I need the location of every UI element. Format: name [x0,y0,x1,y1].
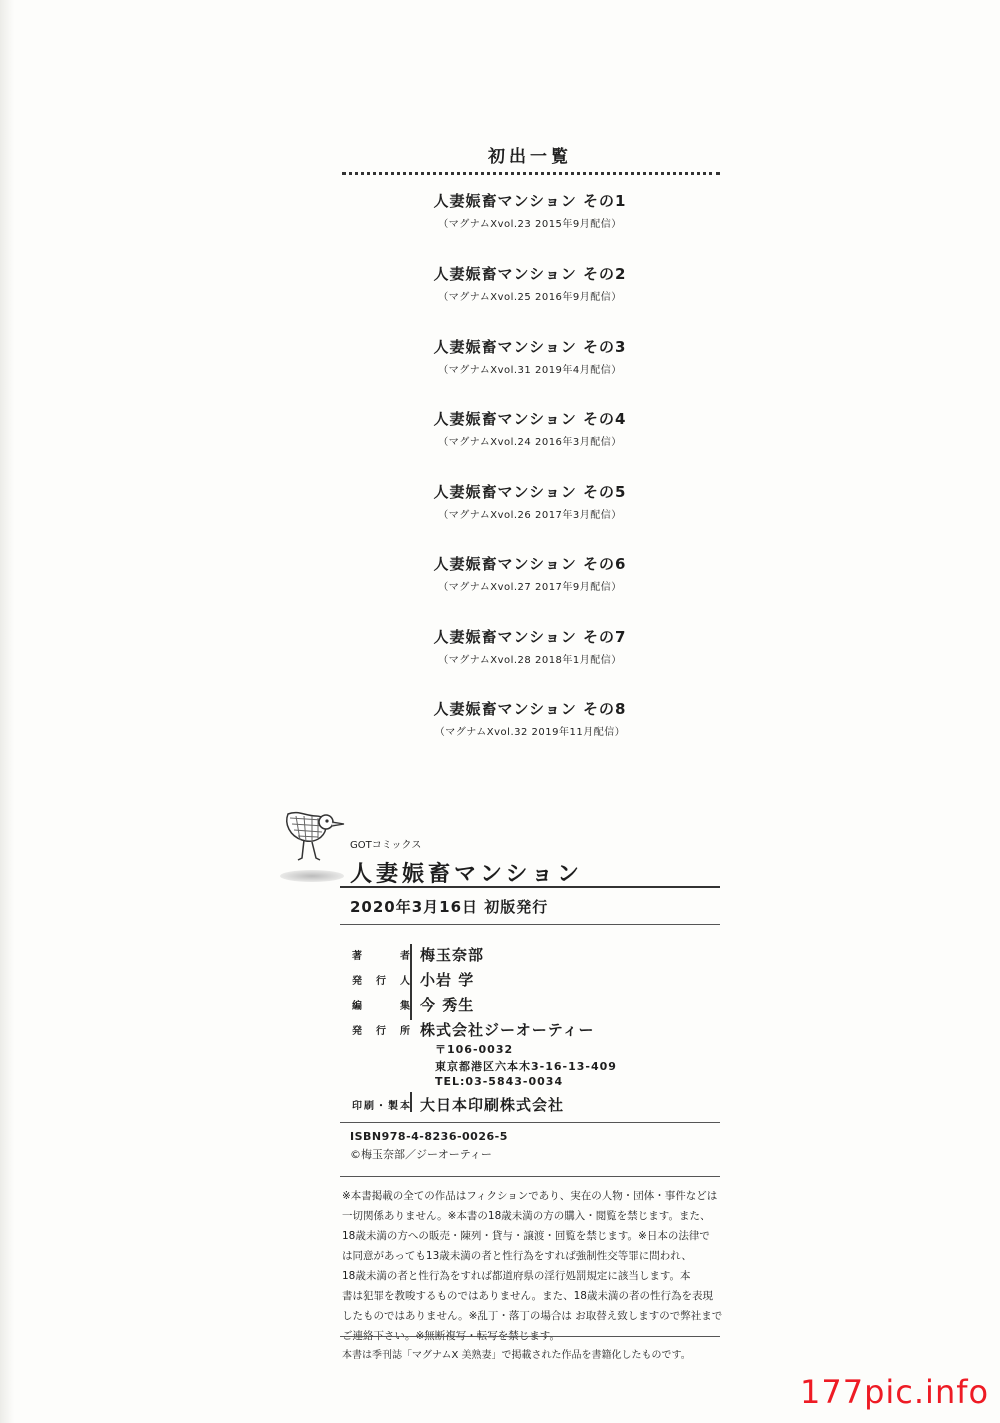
page-edge-shadow [0,0,14,1423]
credit-value: 小岩 学 [420,971,475,989]
site-watermark: 177pic.info [800,1373,990,1411]
divider [340,1122,720,1123]
list-item [340,190,720,230]
entry-title: 人妻娠畜マンション その4 [433,410,627,428]
entry-title: 人妻娠畜マンション その8 [433,700,627,718]
entry-title: 人妻娠畜マンション その1 [433,192,627,210]
entry-title: 人妻娠畜マンション その5 [433,483,627,501]
telephone: TEL:03-5843-0034 [435,1075,564,1088]
credit-value: 株式会社ジーオーティー [420,1021,595,1039]
isbn: ISBN978-4-8236-0026-5 [350,1130,508,1143]
list-item [340,553,720,593]
credit-role: 発行人 [352,976,410,987]
notice-line: は同意があっても13歳未満の者と性行為をすれば強制性交等罪に問われ、 [342,1250,692,1262]
list-item [340,698,720,738]
list-item [340,263,720,303]
notice-line: 書は犯罪を教唆するものではありません。また、18歳未満の者の性行為を表現 [342,1290,713,1302]
street-address: 東京都港区六本木3-16-13-409 [435,1060,617,1073]
divider [340,886,720,888]
notice-line: したものではありません。※乱丁・落丁の場合は お取替え致しますので弊社まで [342,1310,723,1322]
imprint-label: GOTコミックス [350,840,422,851]
credit-value: 今 秀生 [420,996,475,1014]
divider [340,924,720,925]
notice-line: ※本書掲載の全ての作品はフィクションであり、実在の人物・団体・事件などは [342,1190,718,1202]
notice-line: 一切関係ありません。※本書の18歳未満の方の購入・閲覧を禁じます。また、 [342,1210,711,1222]
legal-notice [342,1186,722,1346]
notice-line: 18歳未満の者と性行為をすれば都道府県の淫行処罰規定に該当します。本 [342,1270,691,1282]
credit-row [342,969,722,989]
dotted-divider [342,172,720,175]
entry-source: （マグナムXvol.26 2017年3月配信） [438,510,622,521]
entry-source: （マグナムXvol.32 2019年11月配信） [434,727,626,738]
credit-value: 梅玉奈部 [420,946,485,964]
credit-role: 著者 [352,951,410,962]
divider [340,1336,720,1337]
notice-line: 18歳未満の方への販売・陳列・貸与・譲渡・回覧を禁じます。※日本の法律で [342,1230,710,1242]
notice-line: ご連絡下さい。※無断複写・転写を禁じます。 [342,1330,560,1342]
credit-row [342,944,722,964]
credit-row [342,1094,722,1114]
credit-role: 編集 [352,1001,410,1012]
closing-note: 本書は季刊誌「マグナムX 美熟妻」で掲載された作品を書籍化したものです。 [342,1350,691,1361]
entry-title: 人妻娠畜マンション その2 [433,265,627,283]
postal-code: 〒106-0032 [435,1043,514,1056]
entry-source: （マグナムXvol.24 2016年3月配信） [438,437,622,448]
publication-date: 2020年3月16日 初版発行 [350,898,549,916]
credit-value: 大日本印刷株式会社 [420,1096,565,1114]
list-item [340,626,720,666]
copyright: ©梅玉奈部／ジーオーティー [350,1148,492,1161]
entry-source: （マグナムXvol.27 2017年9月配信） [438,582,622,593]
entry-source: （マグナムXvol.25 2016年9月配信） [438,292,622,303]
credit-role: 発行所 [352,1026,410,1037]
entry-title: 人妻娠畜マンション その3 [433,338,627,356]
entry-source: （マグナムXvol.28 2018年1月配信） [438,655,622,666]
mascot-shadow [280,870,344,882]
credit-role: 印刷・製本 [352,1101,410,1112]
list-item [340,481,720,521]
list-item [340,408,720,448]
credit-row [342,1019,722,1039]
book-title: 人妻娠畜マンション [350,862,584,887]
list-item [340,336,720,376]
first-appearances-heading: 初出一覧 [488,147,572,167]
entry-source: （マグナムXvol.23 2015年9月配信） [438,219,622,230]
divider [340,1176,720,1177]
bird-mascot-icon [276,800,356,870]
entry-source: （マグナムXvol.31 2019年4月配信） [438,365,622,376]
credit-row [342,994,722,1014]
entry-title: 人妻娠畜マンション その7 [433,628,627,646]
entry-title: 人妻娠畜マンション その6 [433,555,627,573]
